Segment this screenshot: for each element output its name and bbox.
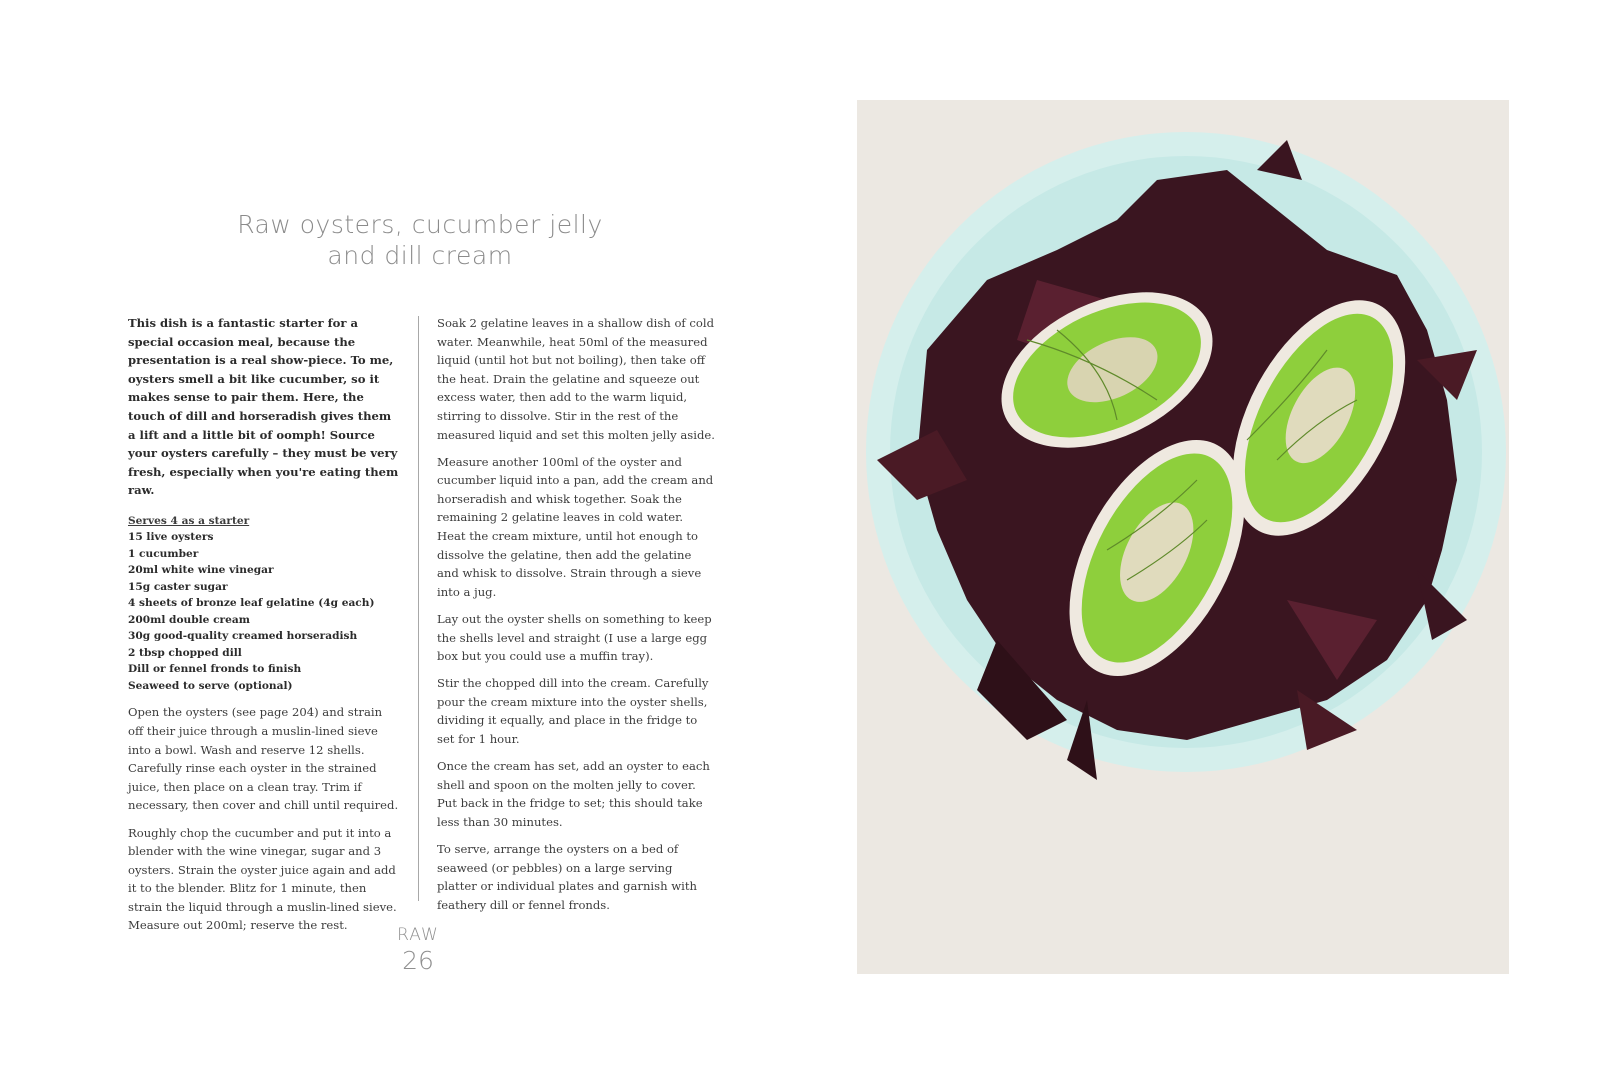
ingredient-item: 20ml white wine vinegar [128, 564, 274, 577]
ingredient-item: 200ml double cream [128, 613, 250, 626]
method-paragraph: Open the oysters (see page 204) and strain off their juice through a muslin-lined sieve into a bowl. Wash and reserve 12 shells. Carefully rinse each oyster in the strained juice, then place on a clean tray. Trim if necessary, then cover and chill until required. [128, 705, 399, 813]
serves-label: Serves 4 as a starter [128, 514, 250, 527]
method-paragraph: Soak 2 gelatine leaves in a shallow dish of cold water. Meanwhile, heat 50ml of the measured liquid (until hot but not boiling), then take off the heat. Drain the gelatine and squeeze out excess water, then add to the warm liquid, stirring to dissolve. Stir in the rest of the measured liquid and set this molten jelly aside. [437, 316, 715, 442]
oyster-photo [857, 100, 1509, 974]
ingredient-item: 4 sheets of bronze leaf gelatine (4g each) [128, 597, 375, 610]
section-label: RAW [397, 925, 439, 945]
page-number: 26 [402, 946, 434, 975]
ingredient-item: 30g good-quality creamed horseradish [128, 630, 358, 643]
method-paragraph: Roughly chop the cucumber and put it into a blender with the wine vinegar, sugar and 3 oysters. Strain the oyster juice again and add it to the blender. Blitz for 1 minute, then strain the liquid through a muslin-lined sieve. Measure out 200ml; reserve the rest. [128, 825, 397, 933]
recipe-title [180, 209, 660, 271]
left-text-column [128, 314, 400, 944]
method-paragraph: Lay out the oyster shells on something to keep the shells level and straight (I use a large egg box but you could use a muffin tray). [437, 611, 712, 664]
ingredient-item: 15 live oysters [128, 531, 214, 544]
recipe-title-line-2: and dill cream [327, 240, 513, 270]
method-paragraph: Measure another 100ml of the oyster and cucumber liquid into a pan, add the cream and horseradish and whisk together. Soak the remaining 2 gelatine leaves in cold water. Heat the cream mixture, until hot enough to dissolve the gelatine, then add the gelatine and whisk to dissolve. Strain through a sieve into a jug. [437, 454, 714, 599]
ingredient-item: 15g caster sugar [128, 580, 228, 593]
column-divider [418, 316, 419, 901]
ingredient-item: 1 cucumber [128, 547, 199, 560]
method-paragraph: Once the cream has set, add an oyster to each shell and spoon on the molten jelly to cover. Put back in the fridge to set; this should take less than 30 minutes. [437, 759, 710, 829]
ingredient-item: 2 tbsp chopped dill [128, 646, 242, 659]
recipe-title-line-1: Raw oysters, cucumber jelly [237, 209, 603, 239]
ingredient-list [128, 529, 400, 694]
ingredient-item: Seaweed to serve (optional) [128, 679, 293, 692]
oyster-plate-illustration [857, 100, 1509, 974]
ingredient-item: Dill or fennel fronds to finish [128, 663, 302, 676]
method-paragraph: Stir the chopped dill into the cream. Carefully pour the cream mixture into the oyster shells, dividing it equally, and place in the fridge to set for 1 hour. [437, 676, 709, 746]
method-paragraph: To serve, arrange the oysters on a bed of seaweed (or pebbles) on a large serving platter or individual plates and garnish with feathery dill or fennel fronds. [437, 841, 698, 912]
recipe-intro: This dish is a fantastic starter for a special occasion meal, because the presentation is a real show-piece. To me, oysters smell a bit like cucumber, so it makes sense to pair them. Here, the touch of dill and horseradish gives them a lift and a little bit of oomph! Source your oysters carefully – they must be very fresh, especially when you're eating them raw. [128, 316, 399, 498]
right-text-column [437, 314, 715, 923]
